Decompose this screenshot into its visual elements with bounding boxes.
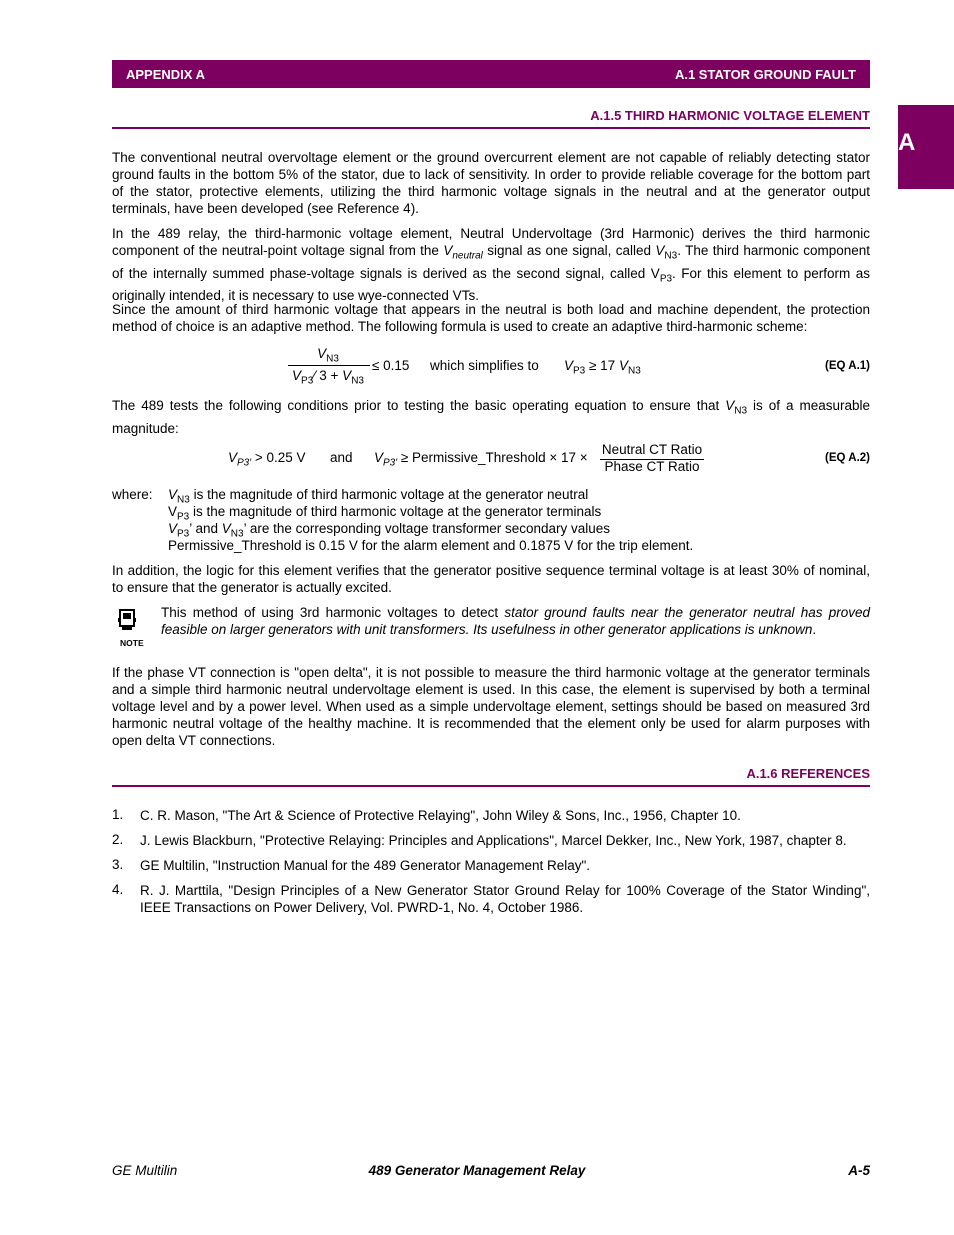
header-left: APPENDIX A [126, 67, 205, 82]
eq1-rhs: $V_{P3} \ge 17$ $V_{N3}$ [564, 358, 641, 377]
paragraph-excitation: In addition, the logic for this element verifies that the generator positive sequence terminal voltage is at least 30% of nominal, to ensure that the generator is actually excited. [112, 563, 870, 595]
ref-number: 3. [112, 857, 124, 872]
footer-title: 489 Generator Management Relay [368, 1163, 586, 1178]
footer-company: GE Multilin [112, 1163, 178, 1178]
where-line-3: $V_{P3}$’ and $V_{N3}$’ are the corresponding voltage transformer secondary values [168, 521, 611, 540]
eq2-denominator: Phase CT Ratio [604, 459, 700, 474]
ref-text: GE Multilin, "Instruction Manual for the 489 Generator Management Relay". [140, 858, 591, 873]
appendix-tab-letter: A [898, 129, 916, 156]
eq2-and: and [330, 450, 353, 465]
ref-text: J. Lewis Blackburn, "Protective Relaying: Principles and Applications", Marcel Dekker, Inc., New York, 1987, chapter 8. [140, 833, 847, 848]
eq1-relation: ≤ 0.15 [372, 358, 410, 373]
where-label: where: [112, 487, 153, 502]
eq1-simplifies: which simplifies to [430, 358, 539, 373]
paragraph-intro: The conventional neutral overvoltage element or the ground overcurrent element are not capable of reliably detecting stator ground faults in the bottom 5% of the stator, due to lack of sensitivity. In order to provide reliable coverage for the bottom part of the stator, protective elements, utilizing the third harmonic voltage signals in the neutral and at the generator output terminals, have been developed (see Reference 4). [112, 150, 870, 216]
eq1-fraction-line [288, 365, 370, 366]
ref-text: C. R. Mason, "The Art & Science of Protective Relaying", John Wiley & Sons, Inc., 1956, Chapter 10. [140, 808, 741, 823]
eq2-label: (EQ A.2) [825, 452, 870, 464]
appendix-tab [898, 105, 954, 189]
eq1-denominator: $V_{P3}⁄$ $3 + V_{N3}$ [292, 368, 364, 387]
section-title-references: A.1.6 REFERENCES [746, 766, 870, 781]
ref-number: 4. [112, 882, 124, 897]
ref-number: 1. [112, 807, 124, 822]
paragraph-conditions: The 489 tests the following conditions prior to testing the basic operating equation to ensure that $V_{N3}$ is of a measurable magnitude: [112, 398, 870, 436]
note-text: This method of using 3rd harmonic voltages to detect stator ground faults near the generator neutral has proved feasible on larger generators with unit transformers. Its usefulness in other generator applications is unknown. [161, 605, 870, 637]
eq1-numerator: $V_{N3}$ [317, 346, 339, 365]
paragraph-open-delta: If the phase VT connection is "open delta", it is not possible to measure the third harmonic voltage at the generator terminals and a simple third harmonic neutral undervoltage element is used. In this case, the element is supervised by both a terminal voltage level and by a power level. When used as a simple undervoltage element, settings should be based on measured 3rd harmonic neutral voltage of the healthy machine. It is recommended that the element only be used for alarm purposes with open delta VT connections. [112, 665, 870, 748]
eq2-condition-1: $V_{P3'} > 0.25$ V [228, 450, 306, 469]
section-rule-references [112, 785, 870, 787]
page-header [112, 60, 870, 88]
eq2-condition-2: $V_{P3'}$ ≥ Permissive_Threshold × 17 × [374, 450, 588, 469]
section-title-third-harmonic: A.1.5 THIRD HARMONIC VOLTAGE ELEMENT [590, 108, 870, 123]
where-line-4: Permissive_Threshold is 0.15 V for the alarm element and 0.1875 V for the trip element. [168, 538, 694, 553]
where-line-2: $V_{P3}$ is the magnitude of third harmonic voltage at the generator terminals [168, 504, 602, 523]
paragraph-element-description: In the 489 relay, the third-harmonic voltage element, Neutral Undervoltage (3rd Harmonic) derives the third harmonic component of the neutral-point voltage signal from the $V_{neutral}$ signal as one signal, called $V_{N3}$. The third harmonic component of the internally summed phase-voltage signals is derived as the second signal, called $V_{P3}$. For this element to perform as originally intended, it is necessary to use wye-connected VTs. [112, 226, 871, 304]
note-label: NOTE [120, 638, 144, 648]
eq1-label: (EQ A.1) [825, 360, 870, 372]
section-rule [112, 127, 870, 129]
header-right: A.1 STATOR GROUND FAULT [674, 67, 856, 82]
eq2-numerator: Neutral CT Ratio [601, 442, 703, 457]
footer-page-number: A-5 [848, 1163, 870, 1178]
where-line-1: $V_{N3}$ is the magnitude of third harmonic voltage at the generator neutral [168, 487, 589, 506]
ref-text: R. J. Marttila, "Design Principles of a New Generator Stator Ground Relay for 100% Coverage of the Stator Winding", IEEE Transactions on Power Delivery, Vol. PWRD-1, No. 4, October 1986. [140, 883, 870, 915]
ref-number: 2. [112, 832, 124, 847]
paragraph-adaptive: Since the amount of third harmonic voltage that appears in the neutral is both load and machine dependent, the protection method of choice is an adaptive method. The following formula is used to create an adaptive third-harmonic scheme: [112, 302, 870, 334]
